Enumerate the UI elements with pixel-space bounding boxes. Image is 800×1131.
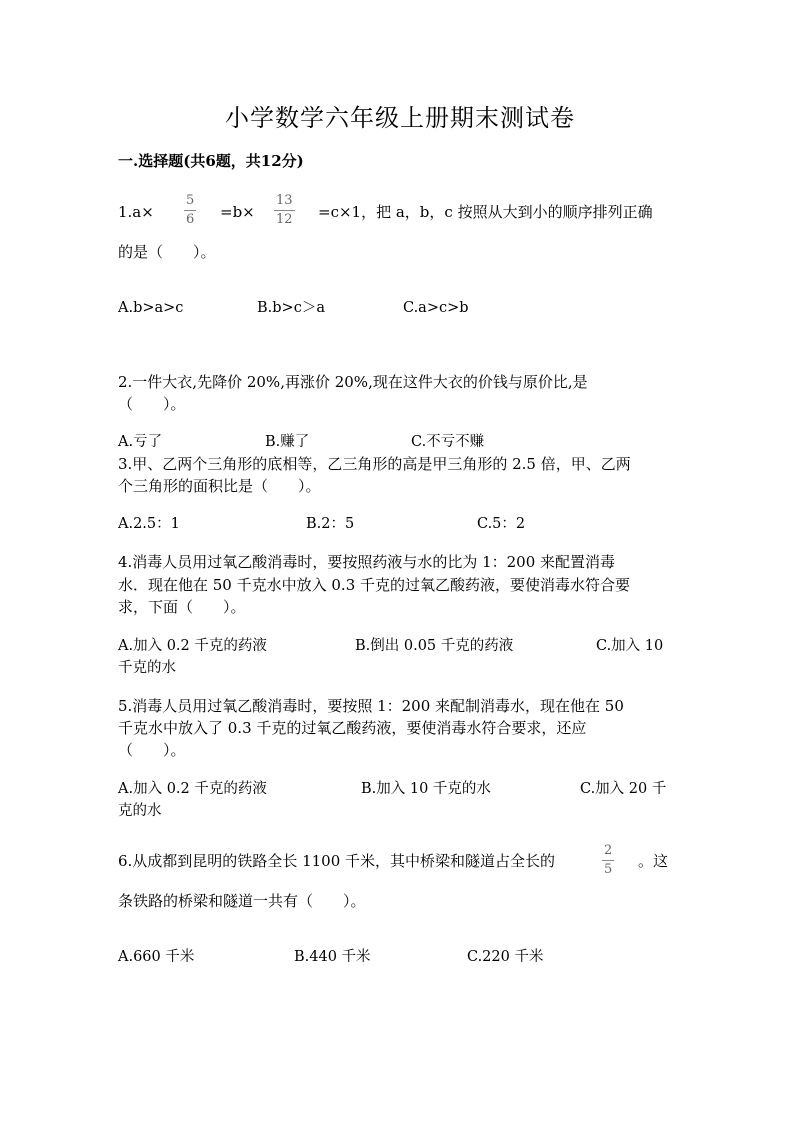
q2-option-a: A.亏了 <box>118 434 163 450</box>
fraction-bar <box>602 860 614 861</box>
q1-fraction-2 <box>274 193 295 228</box>
q6-text-line2: 条铁路的桥梁和隧道一共有（ ）。 <box>118 892 366 910</box>
q5-option-b: B.加入 10 千克的水 <box>361 781 491 797</box>
q1-option-b: B.b>c＞a <box>257 300 325 316</box>
q1-text-part1: 1.a× <box>118 203 154 221</box>
page-title: 小学数学六年级上册期末测试卷 <box>225 104 575 132</box>
q6-option-a: A.660 千米 <box>118 949 195 965</box>
q6-fraction <box>602 843 614 878</box>
q1-option-c: C.a>c>b <box>403 300 469 316</box>
q4-option-b: B.倒出 0.05 千克的药液 <box>355 638 514 654</box>
fraction-numerator: 2 <box>604 843 613 858</box>
q4-option-c: C.加入 10 <box>596 638 664 654</box>
q2-text-line2: （ ）。 <box>118 395 186 413</box>
q6-option-b: B.440 千米 <box>294 949 371 965</box>
q5-text-line3: （ ）。 <box>118 741 186 759</box>
q6-text-part1: 6.从成都到昆明的铁路全长 1100 千米，其中桥梁和隧道占全长的 <box>118 852 556 870</box>
q3-text-line1: 3.甲、乙两个三角形的底相等，乙三角形的高是甲三角形的 2.5 倍，甲、乙两 <box>118 455 631 473</box>
q5-text-line2: 千克水中放入了 0.3 千克的过氧乙酸药液，要使消毒水符合要求，还应 <box>118 719 587 737</box>
q2-option-c: C.不亏不赚 <box>411 434 485 450</box>
q4-text-line2: 水．现在他在 50 千克水中放入 0.3 千克的过氧乙酸药液，要使消毒水符合要 <box>118 576 631 594</box>
section-heading: 一.选择题(共6题，共12分) <box>118 152 304 170</box>
q4-text-line1: 4.消毒人员用过氧乙酸消毒时，要按照药液与水的比为 1：200 来配置消毒 <box>118 553 616 571</box>
q1-text-part3: =c×1，把 a，b，c 按照从大到小的顺序排列正确 <box>318 203 653 221</box>
q4-option-c-continued: 千克的水 <box>118 660 176 676</box>
q3-option-c: C.5：2 <box>477 516 526 532</box>
q2-text-line1: 2.一件大衣,先降价 20%,再涨价 20%,现在这件大衣的价钱与原价比,是 <box>118 373 588 391</box>
fraction-numerator: 5 <box>186 193 195 208</box>
q3-option-b: B.2：5 <box>306 516 355 532</box>
fraction-bar <box>274 210 295 211</box>
q1-option-a: A.b>a>c <box>118 300 184 316</box>
q5-option-c: C.加入 20 千 <box>580 781 667 797</box>
q4-option-a: A.加入 0.2 千克的药液 <box>118 638 267 654</box>
fraction-numerator: 13 <box>276 193 293 208</box>
q3-option-a: A.2.5：1 <box>118 516 180 532</box>
fraction-denominator: 5 <box>604 862 613 877</box>
fraction-denominator: 6 <box>186 212 195 227</box>
q5-option-a: A.加入 0.2 千克的药液 <box>118 781 267 797</box>
q1-text-line2: 的是（ ）。 <box>118 243 216 261</box>
q4-text-line3: 求，下面（ ）。 <box>118 598 246 616</box>
q2-option-b: B.赚了 <box>265 434 310 450</box>
q5-text-line1: 5.消毒人员用过氧乙酸消毒时，要按照 1：200 来配制消毒水，现在他在 50 <box>118 697 624 715</box>
q6-text-part2: 。这 <box>638 852 669 870</box>
q6-option-c: C.220 千米 <box>467 949 544 965</box>
q5-option-c-continued: 克的水 <box>118 803 162 819</box>
q3-text-line2: 个三角形的面积比是（ ）。 <box>118 477 321 495</box>
q1-text-part2: =b× <box>220 203 255 221</box>
q1-fraction-1 <box>184 193 196 228</box>
fraction-bar <box>184 210 196 211</box>
fraction-denominator: 12 <box>276 212 293 227</box>
